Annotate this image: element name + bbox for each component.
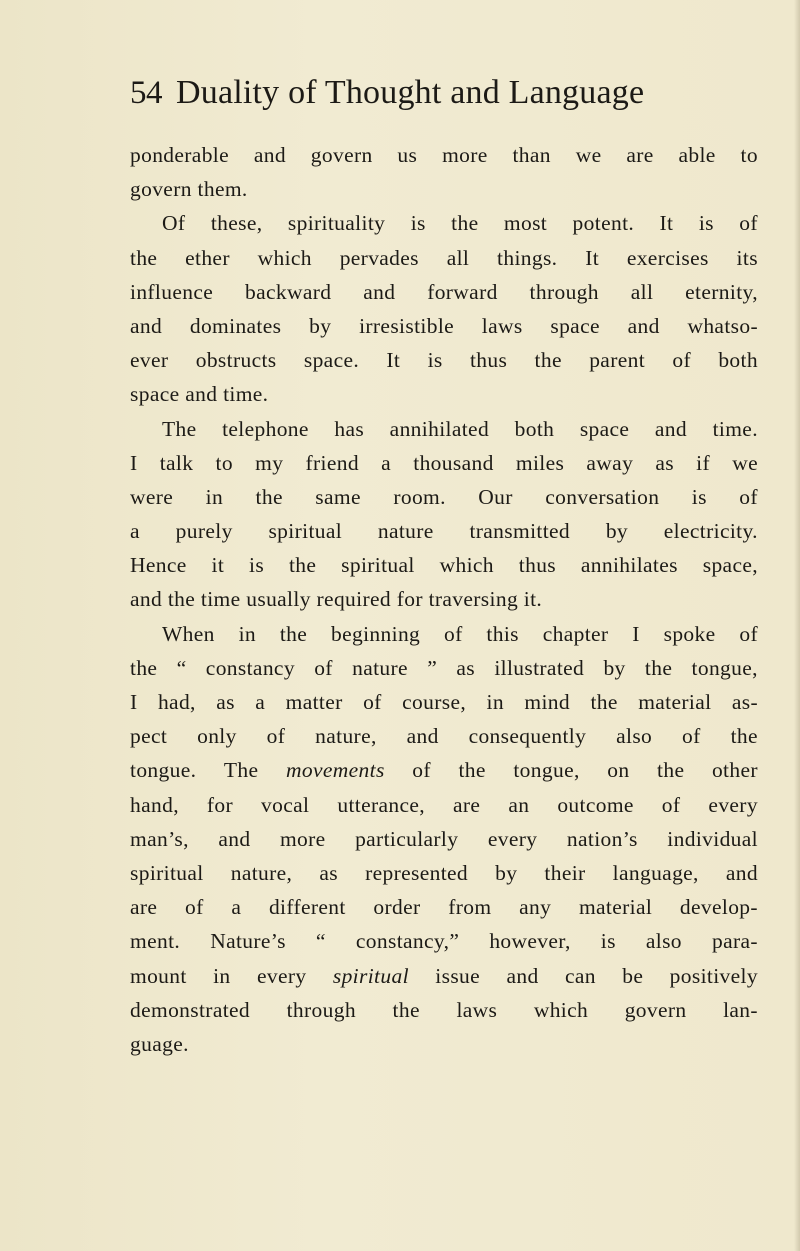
text-line: influence backward and forward through all eternity, [130,279,758,304]
text-line: the ether which pervades all things. It exercises its [130,245,758,270]
text-line: hand, for vocal utterance, are an outcome of every [130,792,758,817]
text-line: ever obstructs space. It is thus the parent of both [130,348,758,373]
running-head [130,74,644,120]
text-line: Of these, spirituality is the most potent. It is of [162,211,758,236]
text-line: spiritual nature, as represented by their language, and [130,860,758,885]
text-line: a purely spiritual nature transmitted by electricity. [130,519,758,544]
text-line: The telephone has annihilated both space and time. [162,416,758,441]
page-number: 54 [130,75,162,111]
text-line: the “ constancy of nature ” as illustrated by the tongue, [130,655,758,680]
text-line: mount in every spiritual issue and can be positively [130,963,758,988]
text-line: ponderable and govern us more than we are able to [130,143,758,167]
text-line: and dominates by irresistible laws space and whatso- [130,313,758,338]
text-line: I talk to my friend a thousand miles away as if we [130,450,758,475]
text-line: When in the beginning of this chapter I spoke of [162,621,758,646]
text-line: pect only of nature, and consequently also of the [130,724,758,749]
text-line: govern them. [130,177,248,202]
text-line: and the time usually required for traversing it. [130,587,543,612]
body-text [130,138,758,1061]
text-line: tongue. The movements of the tongue, on the other [130,758,758,783]
text-line: Hence it is the spiritual which thus annihilates space, [130,553,758,578]
page-edge-shadow [794,0,800,1251]
text-line: man’s, and more particularly every nation’s individual [130,826,758,851]
text-line: guage. [130,1031,189,1056]
text-line: are of a different order from any material develop- [130,895,758,920]
text-line: space and time. [130,382,269,407]
text-line: I had, as a matter of course, in mind the material as- [130,690,758,714]
running-title: Duality of Thought and Language [176,74,645,111]
text-line: were in the same room. Our conversation is of [130,484,758,509]
text-line: ment. Nature’s “ constancy,” however, is also para- [130,929,758,954]
text-line: demonstrated through the laws which govern lan- [130,997,758,1022]
